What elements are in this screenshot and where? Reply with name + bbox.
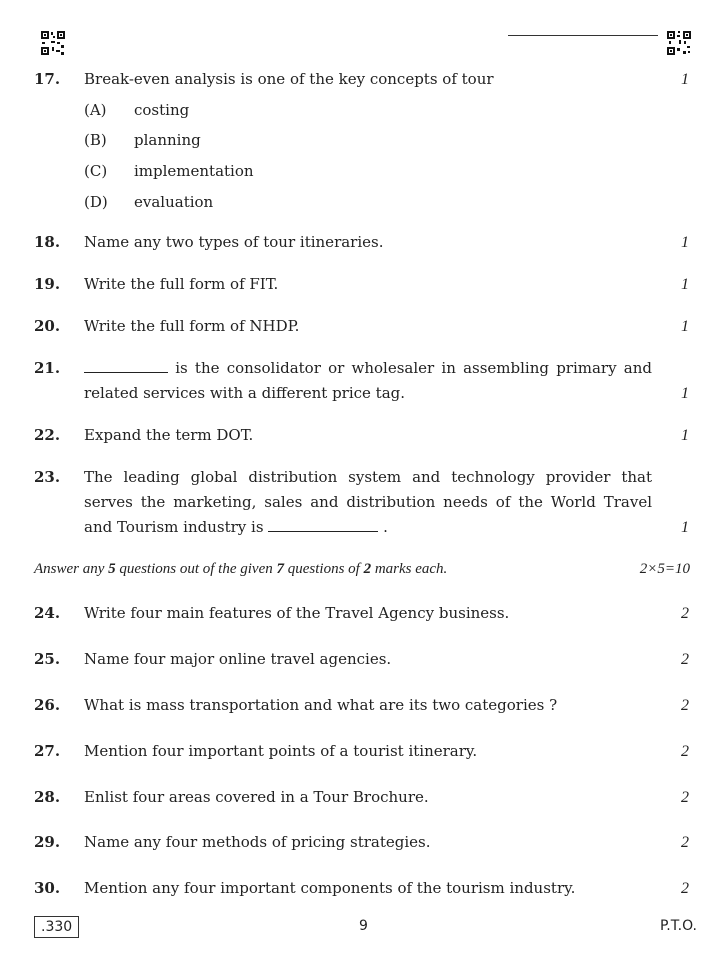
question-number: 25. [34,650,61,668]
question-text: Break-even analysis is one of the key concepts of tour [84,70,494,88]
question-text: Name four major online travel agencies. [84,650,392,668]
please-turn-over: P.T.O. [660,918,697,934]
qr-code-icon [666,30,692,56]
qr-code-icon [40,30,66,56]
question-text: Mention any four important components of the tourism industry. [84,879,576,897]
question-text: Write four main features of the Travel Agency business. [84,604,510,622]
question-text: Name any four methods of pricing strategies. [84,833,431,851]
question-text: Enlist four areas covered in a Tour Brochure. [84,788,429,806]
question-number: 23. [34,468,61,486]
question-mark: 2 [681,834,689,851]
question-text: is the consolidator or wholesaler in assembling primary and related services with a different price tag. [84,359,652,402]
question-text: Expand the term DOT. [84,426,254,444]
header-rule [508,35,658,36]
answer-blank [268,531,378,532]
question-mark: 1 [681,427,689,444]
question-text: Name any two types of tour itineraries. [84,233,384,251]
question-text: Write the full form of NHDP. [84,317,300,335]
question-number: 19. [34,275,61,293]
option-b: (B) planning [84,131,201,149]
question-text: Mention four important points of a tourist itinerary. [84,742,478,760]
question-mark: 1 [681,276,689,293]
option-d: (D) evaluation [84,193,214,211]
option-c: (C) implementation [84,162,254,180]
question-mark: 2 [681,651,689,668]
question-mark: 2 [681,605,689,622]
question-mark: 1 [681,519,689,536]
question-number: 22. [34,426,61,444]
question-text: What is mass transportation and what are its two categories ? [84,696,558,714]
question-number: 26. [34,696,61,714]
question-mark: 2 [681,880,689,897]
answer-blank [84,372,168,373]
option-a: (A) costing [84,101,190,119]
question-number: 24. [34,604,61,622]
question-mark: 2 [681,743,689,760]
question-number: 21. [34,359,61,377]
question-mark: 1 [681,318,689,335]
question-mark: 1 [681,71,689,88]
section-instruction: Answer any 5 questions out of the given 7 questions of 2 marks each. 2×5=10 [34,557,690,581]
question-mark: 2 [681,697,689,714]
question-number: 30. [34,879,61,897]
section-marks: 2×5=10 [639,561,690,577]
question-number: 18. [34,233,61,251]
question-number: 27. [34,742,61,760]
question-mark: 1 [681,385,689,402]
question-number: 20. [34,317,61,335]
question-mark: 1 [681,234,689,251]
question-number: 17. [34,70,61,88]
question-mark: 2 [681,789,689,806]
paper-code: .330 [34,916,79,938]
question-number: 28. [34,788,61,806]
page-number: 9 [359,918,368,934]
question-text: The leading global distribution system and technology provider that serves the marketing, sales and distribution needs of the World Travel and Tourism industry is . [84,468,652,536]
question-number: 29. [34,833,61,851]
question-text: Write the full form of FIT. [84,275,279,293]
